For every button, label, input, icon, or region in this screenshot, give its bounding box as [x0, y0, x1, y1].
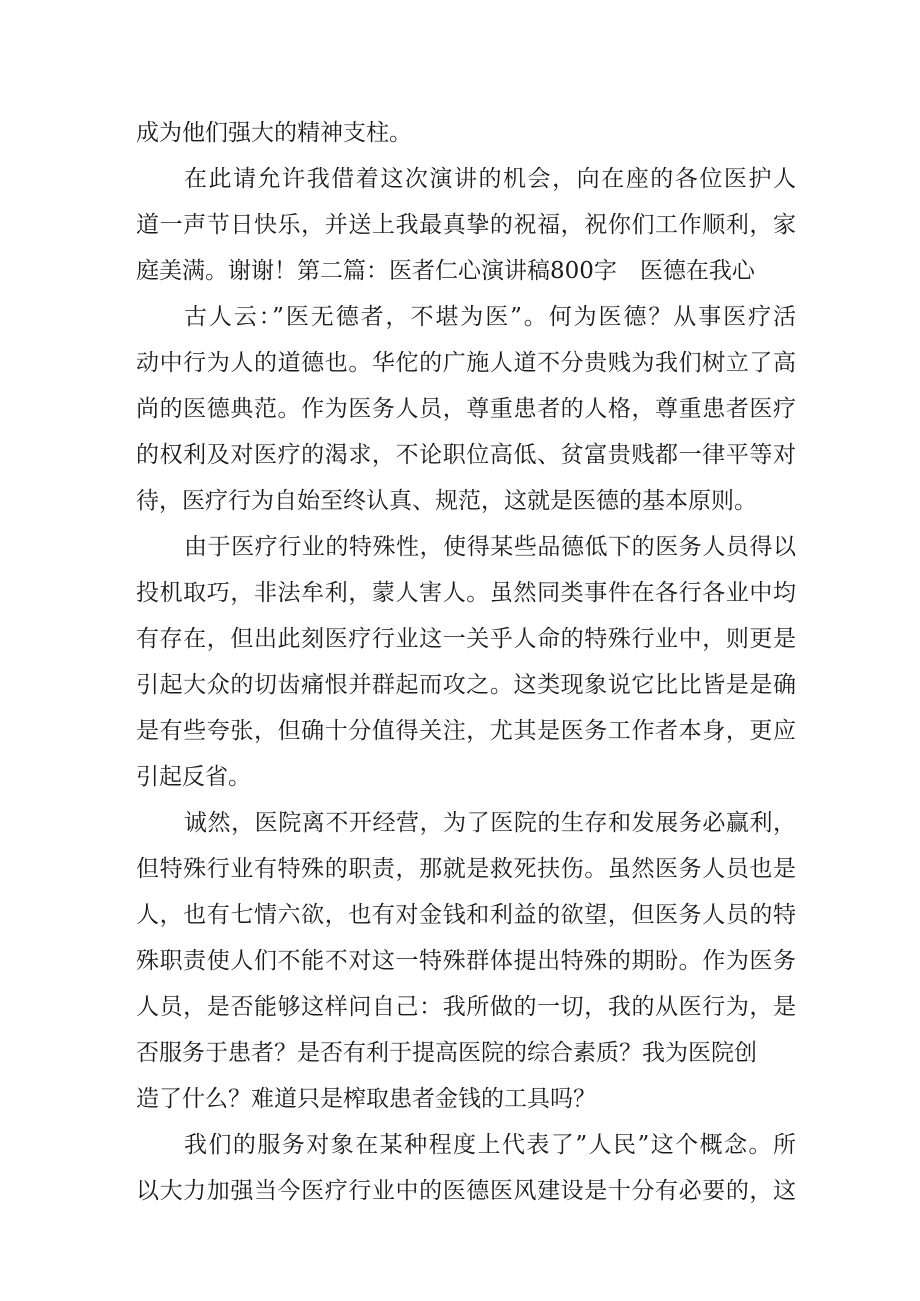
text-line: 引起大众的切齿痛恨并群起而攻之。这类现象说它比比皆是是确	[136, 672, 796, 698]
text-line: 引起反省。	[136, 764, 251, 790]
text-line: 人，也有七情六欲，也有对金钱和利益的欲望，但医务人员的特	[136, 902, 796, 928]
text-line: 的权利及对医疗的渴求，不论职位高低、贫富贵贱都一律平等对	[136, 442, 796, 468]
text-line: 动中行为人的道德也。华佗的广施人道不分贵贱为我们树立了高	[136, 350, 796, 376]
text-line: 造了什么？难道只是榨取患者金钱的工具吗？	[136, 1086, 596, 1112]
text-line: 在此请允许我借着这次演讲的机会，向在座的各位医护人	[184, 166, 796, 192]
text-line: 投机取巧，非法牟利，蒙人害人。虽然同类事件在各行各业中均	[136, 580, 796, 606]
text-line: 由于医疗行业的特殊性，使得某些品德低下的医务人员得以	[184, 534, 796, 560]
text-line: 成为他们强大的精神支柱。	[136, 120, 412, 146]
text-line: 庭美满。谢谢！第二篇：医者仁心演讲稿800字 医德在我心	[136, 258, 755, 284]
text-line: 是有些夸张，但确十分值得关注，尤其是医务工作者本身，更应	[136, 718, 796, 744]
text-line: 待，医疗行为自始至终认真、规范，这就是医德的基本原则。	[136, 488, 757, 514]
text-line: 有存在，但出此刻医疗行业这一关乎人命的特殊行业中，则更是	[136, 626, 796, 652]
text-line: 以大力加强当今医疗行业中的医德医风建设是十分有必要的，这	[136, 1178, 796, 1204]
text-line: 尚的医德典范。作为医务人员，尊重患者的人格，尊重患者医疗	[136, 396, 796, 422]
text-line: 古人云：”医无德者，不堪为医”。何为医德？从事医疗活	[184, 304, 796, 330]
text-line: 我们的服务对象在某种程度上代表了”人民”这个概念。所	[184, 1132, 796, 1158]
text-line: 否服务于患者？是否有利于提高医院的综合素质？我为医院创	[136, 1040, 757, 1066]
text-line: 人员，是否能够这样问自己：我所做的一切，我的从医行为，是	[136, 994, 796, 1020]
text-line: 诚然，医院离不开经营，为了医院的生存和发展务必赢利，	[184, 810, 796, 836]
text-line: 殊职责使人们不能不对这一特殊群体提出特殊的期盼。作为医务	[136, 948, 796, 974]
text-line: 但特殊行业有特殊的职责，那就是救死扶伤。虽然医务人员也是	[136, 856, 796, 882]
text-line: 道一声节日快乐，并送上我最真挚的祝福，祝你们工作顺利，家	[136, 212, 796, 238]
body-text	[136, 110, 796, 1214]
